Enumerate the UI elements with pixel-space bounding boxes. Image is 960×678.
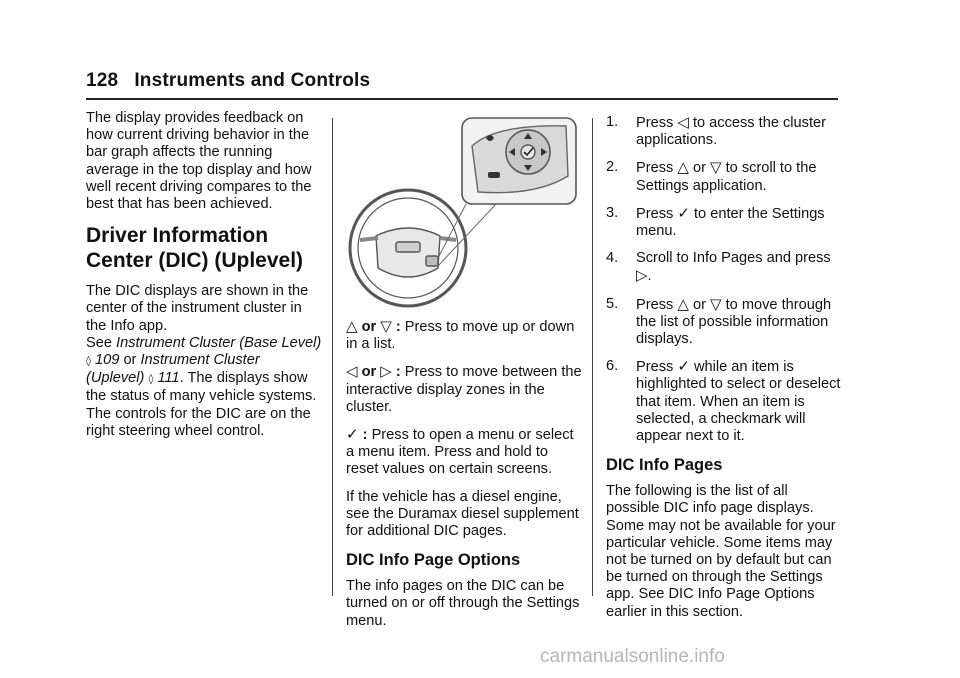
- info-pages-paragraph: The following is the list of all possible DIC info page displays. Some may not be available for your particular vehicle. Some items may not be turned on by default but can be turned on through the Settings app. See DIC Info Page Options earlier in this section.: [606, 483, 836, 620]
- checkmark-icon: ✓: [677, 203, 690, 222]
- updown-text: Press to move up or down in a list.: [346, 319, 575, 353]
- checkmark-icon: ✓: [346, 425, 359, 444]
- dic-paragraph-2: [86, 335, 322, 440]
- options-paragraph: The info pages on the DIC can be turned on or off through the Settings menu.: [346, 578, 580, 629]
- diesel-paragraph: If the vehicle has a diesel engine, see the Duramax diesel supplement for additional DIC pages.: [346, 488, 579, 540]
- page-header: [86, 70, 370, 92]
- phone-icon: [488, 172, 500, 178]
- list-item: 1. Press ◁ to access the cluster applications.: [606, 113, 826, 149]
- or-label: or: [357, 319, 381, 335]
- or-label: or: [123, 352, 137, 369]
- list-item: 2. Press △ or ▽ to scroll to the Settings application.: [606, 158, 817, 194]
- left-icon: ◁: [346, 362, 358, 381]
- updown-desc: △ or ▽ : Press to move up or down in a list.: [346, 317, 575, 353]
- up-icon: △: [677, 158, 689, 177]
- down-icon: ▽: [710, 294, 722, 313]
- steering-wheel-illustration: [346, 116, 582, 314]
- checkmark-icon: ✓: [677, 357, 690, 376]
- dic-paragraph-2-tail: . The displays show the status of many vehicle systems. The controls for the DIC are on the right steering wheel control.: [86, 370, 317, 439]
- list-item: 6. Press ✓ while an item is highlighted to select or deselect that item. When an item is selected, a checkmark will appear next to it.: [606, 357, 841, 445]
- down-icon: ▽: [380, 317, 392, 335]
- or-label: or: [357, 364, 381, 381]
- check-text: Press to open a menu or select a menu item. Press and hold to reset values on certain screens.: [346, 427, 574, 478]
- logo-emblem: [396, 242, 420, 252]
- intro-paragraph: The display provides feedback on how current driving behavior in the bar graph affects the running average in the top display and how well recent driving compares to the best that has been achieved.: [86, 110, 312, 213]
- column-divider-2: [592, 118, 593, 596]
- page-title: Instruments and Controls: [134, 70, 371, 91]
- watermark: carmanualsonline.info: [540, 646, 725, 667]
- right-control-pad: [426, 256, 438, 266]
- page-number: 128: [86, 70, 119, 91]
- check-desc: ✓ : Press to open a menu or select a menu item. Press and hold to reset values on certain screens.: [346, 425, 574, 478]
- up-icon: △: [677, 294, 689, 313]
- leftright-text: Press to move between the interactive display zones in the cluster.: [346, 364, 582, 415]
- column-2: [346, 318, 582, 640]
- ref-page-109[interactable]: 109: [95, 352, 120, 369]
- dic-info-page-options-heading: DIC Info Page Options: [346, 551, 521, 570]
- ref-link-base-level[interactable]: Instrument Cluster (Base Level): [116, 334, 322, 351]
- dic-paragraph-1: The DIC displays are shown in the center of the instrument cluster in the Info app.: [86, 283, 309, 334]
- page-ref-arrow-icon: ◊: [148, 374, 154, 386]
- list-item: 4. Scroll to Info Pages and press ▷.: [606, 250, 831, 285]
- dic-info-pages-heading: DIC Info Pages: [606, 456, 723, 475]
- dic-heading: Driver Information Center (DIC) (Uplevel): [86, 224, 304, 273]
- up-icon: △: [346, 317, 358, 335]
- steps-list: [606, 114, 842, 445]
- list-item: 3. Press ✓ to enter the Settings menu.: [606, 203, 825, 240]
- ref-page-111[interactable]: 111: [157, 370, 180, 387]
- page-ref-arrow-icon: ◊: [86, 356, 91, 368]
- left-icon: ◁: [677, 113, 689, 131]
- column-3: [606, 114, 842, 631]
- header-rule: [86, 98, 838, 100]
- ref-link-uplevel[interactable]: Instrument Cluster (Uplevel): [86, 352, 260, 387]
- column-divider-1: [332, 118, 333, 596]
- right-icon: ▷: [380, 362, 392, 381]
- column-1: [86, 110, 322, 450]
- down-icon: ▽: [710, 158, 722, 177]
- right-icon: ▷: [636, 266, 648, 285]
- leftright-desc: ◁ or ▷ : Press to move between the interactive display zones in the cluster.: [346, 362, 582, 415]
- see-label: See: [86, 334, 112, 351]
- list-item: 5. Press △ or ▽ to move through the list of possible information displays.: [606, 294, 832, 348]
